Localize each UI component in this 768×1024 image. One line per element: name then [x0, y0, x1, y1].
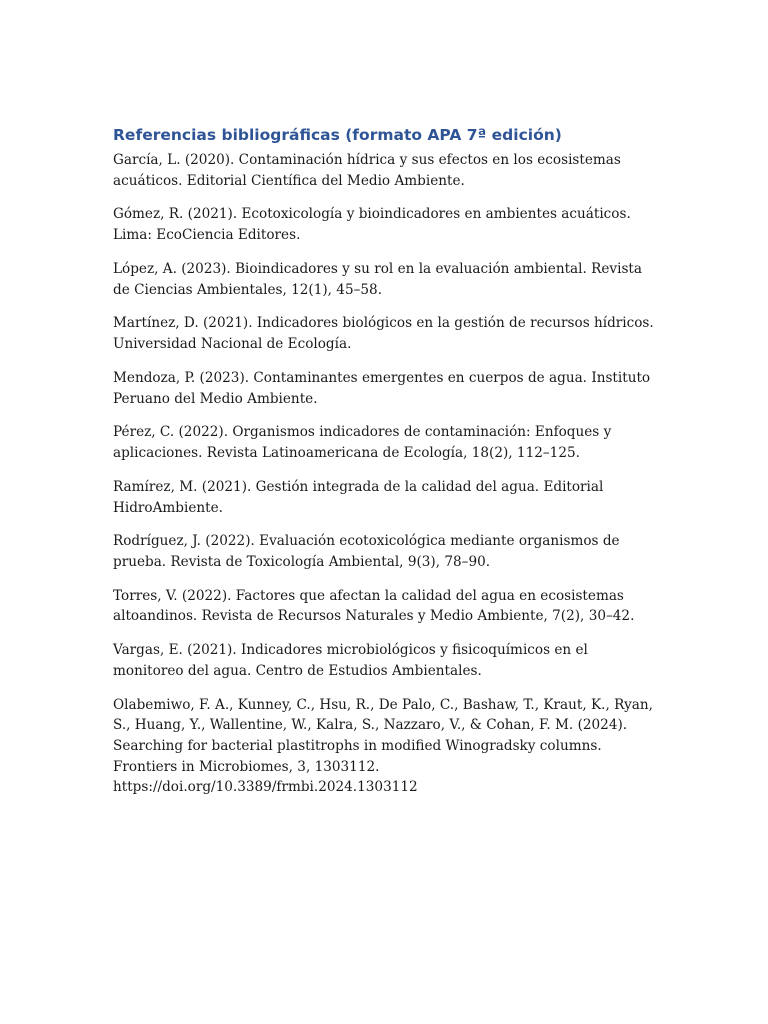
reference-item: López, A. (2023). Bioindicadores y su rol en la evaluación ambiental. Revista de Ciencias Ambientales, 12(1), 45–58. — [113, 260, 642, 298]
reference-item: Ramírez, M. (2021). Gestión integrada de la calidad del agua. Editorial HidroAmbiente. — [113, 478, 604, 516]
document-page — [113, 124, 658, 811]
reference-list — [113, 150, 658, 798]
reference-item: Pérez, C. (2022). Organismos indicadores de contaminación: Enfoques y aplicaciones. Revista Latinoamericana de Ecología, 18(2), 112–125. — [113, 424, 612, 462]
reference-item: Gómez, R. (2021). Ecotoxicología y bioindicadores en ambientes acuáticos. Lima: EcoCiencia Editores. — [113, 206, 631, 244]
reference-item: Olabemiwo, F. A., Kunney, C., Hsu, R., De Palo, C., Bashaw, T., Kraut, K., Ryan, S., Huang, Y., Wallentine, W., Kalra, S., Nazzaro, V., & Cohan, F. M. (2024). Searching for bacterial plastitrophs in modified Winogradsky columns. Frontiers in Microbiomes, 3, 1303112. https://doi.org/10.3389/frmbi.2024.1303112 — [113, 696, 653, 796]
reference-item: García, L. (2020). Contaminación hídrica y sus efectos en los ecosistemas acuáticos. Editorial Científica del Medio Ambiente. — [113, 152, 621, 189]
reference-item: Vargas, E. (2021). Indicadores microbiológicos y fisicoquímicos en el monitoreo del agua. Centro de Estudios Ambientales. — [113, 642, 588, 679]
reference-item: Rodríguez, J. (2022). Evaluación ecotoxicológica mediante organismos de prueba. Revista de Toxicología Ambiental, 9(3), 78–90. — [113, 533, 620, 570]
references-heading: Referencias bibliográficas (formato APA 7ª edición) — [113, 126, 562, 144]
reference-item: Torres, V. (2022). Factores que afectan la calidad del agua en ecosistemas altoandinos. Revista de Recursos Naturales y Medio Ambiente, 7(2), 30–42. — [113, 587, 635, 625]
reference-item: Mendoza, P. (2023). Contaminantes emergentes en cuerpos de agua. Instituto Peruano del Medio Ambiente. — [113, 369, 651, 407]
reference-item: Martínez, D. (2021). Indicadores biológicos en la gestión de recursos hídricos. Universidad Nacional de Ecología. — [113, 315, 654, 353]
